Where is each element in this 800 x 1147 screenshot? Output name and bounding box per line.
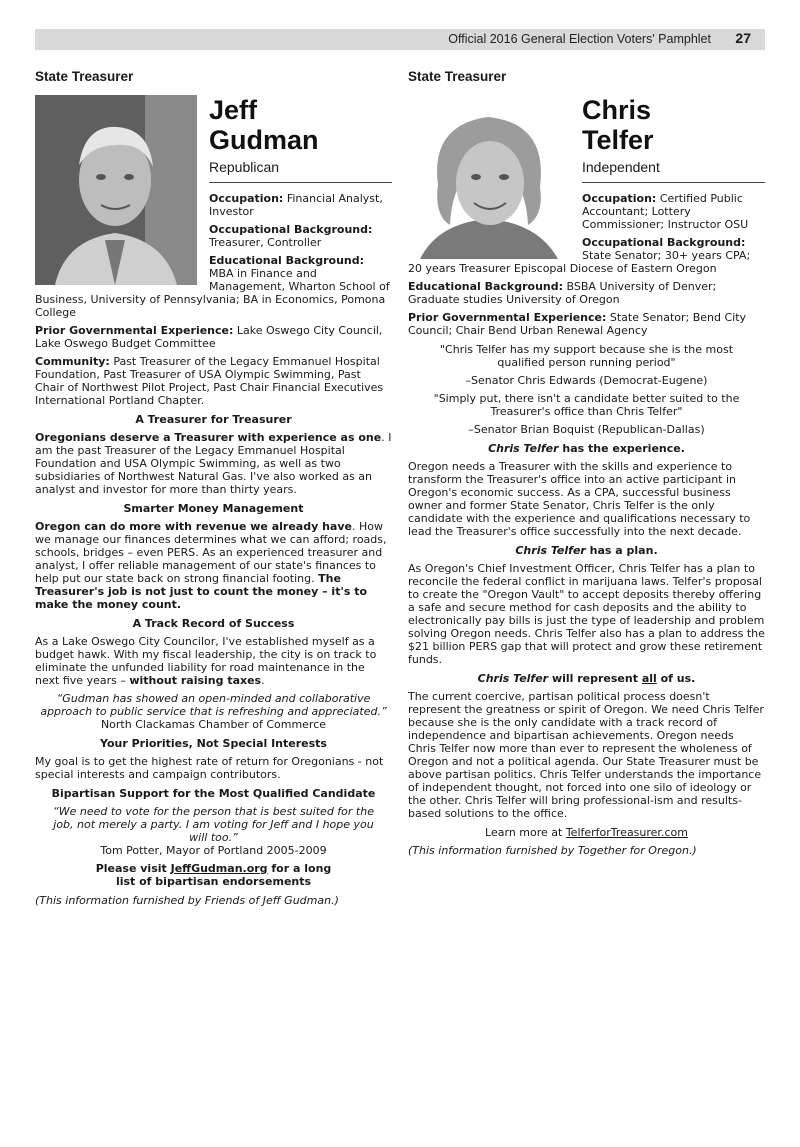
website-link[interactable]: TelferforTreasurer.com <box>565 826 688 839</box>
section-heading: Chris Telfer has the experience. <box>488 442 685 455</box>
endorsement-source: –Senator Chris Edwards (Democrat-Eugene) <box>465 374 708 387</box>
community-label: Community: <box>35 355 110 368</box>
emphasis: Oregonians deserve a Treasurer with experience as one <box>35 431 382 444</box>
prior-value: Lake Oswego City Council, Lake Oswego Budget Committee <box>35 324 383 350</box>
body-text: . <box>261 674 265 687</box>
section-heading: Bipartisan Support for the Most Qualified Candidate <box>51 787 376 800</box>
prior-value: State Senator; Bend City Council; Chair Bend Urban Renewal Agency <box>408 311 747 337</box>
section-heading: A Treasurer for Treasurer <box>135 413 292 426</box>
portrait-illustration <box>408 95 570 259</box>
endorsement-source: Tom Potter, Mayor of Portland 2005-2009 <box>100 844 327 857</box>
occ-bg-value: State Senator; 30+ years CPA; 20 years Treasurer Episcopal Diocese of Eastern Oregon <box>408 249 751 275</box>
endorsement-quote: “Gudman has showed an open-minded and collaborative approach to public service that is refreshing and appreciated.” <box>40 692 387 718</box>
candidate-party: Independent <box>582 161 765 183</box>
emphasis: without raising taxes <box>129 674 262 687</box>
prior-experience <box>35 324 392 350</box>
section-heading: Your Priorities, Not Special Interests <box>100 737 327 750</box>
edu-value: MBA in Finance and Management, Wharton School of Business, University of Pennsylvania; BA in Economics, Pomona College <box>35 267 390 319</box>
occupation-label: Occupation: <box>582 192 657 205</box>
office-heading: State Treasurer <box>408 69 507 84</box>
website-callout: Please visit JeffGudman.org for a long list of bipartisan endorsements <box>95 862 332 888</box>
candidate-last-name: Telfer <box>582 125 654 155</box>
section-heading: Chris Telfer has a plan. <box>515 544 658 557</box>
pamphlet-title: Official 2016 General Election Voters' Pamphlet <box>448 32 711 46</box>
educational-background <box>408 280 765 306</box>
page-header-bar <box>35 29 765 50</box>
page-number: 27 <box>735 30 751 46</box>
body-text: . I am the past Treasurer of the Legacy Emmanuel Hospital Foundation and USA Olympic Swimming, as well as two subsidiaries of Northwest Natural Gas. I've also worked as an analyst and investor for more than thirty years. <box>35 431 392 496</box>
office-heading: State Treasurer <box>35 69 134 84</box>
emphasis: Oregon can do more with revenue we already have <box>35 520 352 533</box>
paragraph <box>35 635 392 687</box>
furnished-by: (This information furnished by Together for Oregon.) <box>408 844 697 857</box>
community <box>35 355 392 407</box>
furnished-by: (This information furnished by Friends of Jeff Gudman.) <box>35 894 339 907</box>
endorsement-quote: “We need to vote for the person that is best suited for the job, not merely a party. I am voting for Jeff and I hope you will too.” <box>53 805 374 844</box>
candidate-party: Republican <box>209 161 392 183</box>
paragraph: Oregon needs a Treasurer with the skills and experience to transform the Treasurer's office into an active participant in Oregon's economic success. As a CPA, successful business owner and former State Senator, Chris Telfer is the only candidate with the experience and qualifications necessary to lead the Treasurer's office successfully into the next decade. <box>408 460 751 538</box>
paragraph: The current coercive, partisan political process doesn't represent the greatness or spirit of Oregon. We need Chris Telfer because she is the only candidate with a track record of independence and bipartisan achievements. Oregon needs Chris Telfer now more than ever to represent the wholeness of Oregon and not a political agenda. Our State Treasurer must be above partisan politics. Chris Telfer understands the importance of independent thought, not forced into one silo of ideology or the other. Chris Telfer will bring professional-ism and results-based solutions to the office. <box>408 690 764 820</box>
occupation-label: Occupation: <box>209 192 284 205</box>
endorsement-source: –Senator Brian Boquist (Republican-Dallas) <box>468 423 705 436</box>
edu-value: BSBA University of Denver; Graduate studies University of Oregon <box>408 280 717 306</box>
website-callout: Learn more at TelferforTreasurer.com <box>485 826 688 839</box>
candidate-column-telfer <box>408 70 765 862</box>
portrait-illustration <box>35 95 197 285</box>
candidate-first-name: Chris <box>582 95 652 125</box>
prior-experience <box>408 311 765 337</box>
edu-label: Educational Background: <box>209 254 365 267</box>
endorsement-source: North Clackamas Chamber of Commerce <box>100 718 327 731</box>
website-link[interactable]: JeffGudman.org <box>170 862 268 875</box>
candidate-photo-telfer <box>408 95 570 259</box>
occ-bg-label: Occupational Background: <box>582 236 746 249</box>
endorsement-quote: "Chris Telfer has my support because she is the most qualified person running period" <box>439 343 734 369</box>
prior-label: Prior Governmental Experience: <box>408 311 607 324</box>
paragraph: As Oregon's Chief Investment Officer, Chris Telfer has a plan to reconcile the federal conflict in marijuana laws. Telfer's proposal to create the "Oregon Vault" to accept deposits thereby offering a safe and secure method for cash deposits and the ability to electronically pay bills is just the type of leadership and problem solving Oregon needs. Chris Telfer also has a plan to address the $21 billion PERS gap that will protect and grow these retirement funds. <box>408 562 765 666</box>
occ-bg-value: Treasurer, Controller <box>209 236 322 249</box>
occ-bg-label: Occupational Background: <box>209 223 373 236</box>
endorsement-quote: "Simply put, there isn't a candidate better suited to the Treasurer's office than Chris Telfer" <box>433 392 740 418</box>
section-heading: Chris Telfer will represent all of us. <box>477 672 696 685</box>
candidate-photo-gudman <box>35 95 197 285</box>
prior-label: Prior Governmental Experience: <box>35 324 234 337</box>
paragraph: My goal is to get the highest rate of return for Oregonians - not special interests and campaign contributors. <box>35 755 384 781</box>
section-heading: A Track Record of Success <box>132 617 295 630</box>
candidate-first-name: Jeff <box>209 95 258 125</box>
body-text: . How we manage our finances determines what we can afford; roads, schools, bridges – even PERS. As an experienced treasurer and analyst, I offer reliable management of our state's finances to help put our state back on strong financial footing. <box>35 520 387 585</box>
edu-label: Educational Background: <box>408 280 564 293</box>
candidate-column-gudman <box>35 70 392 912</box>
paragraph <box>35 520 392 611</box>
occupation-value: Certified Public Accountant; Lottery Commissioner; Instructor OSU <box>582 192 749 231</box>
community-value: Past Treasurer of the Legacy Emmanuel Hospital Foundation, Past Treasurer of USA Olympic Swimming, Past Chair of Northwest Pilot Project, Past Chair Financial Executives International Portland Chapter. <box>35 355 384 407</box>
section-heading: Smarter Money Management <box>123 502 304 515</box>
emphasis: The Treasurer's job is not just to count the money – it's to make the money count. <box>35 572 368 611</box>
occupation-value: Financial Analyst, Investor <box>209 192 383 218</box>
paragraph <box>35 431 392 496</box>
candidate-last-name: Gudman <box>209 125 319 155</box>
body-text: As a Lake Oswego City Councilor, I've established myself as a budget hawk. With my fiscal leadership, the city is on track to eliminate the unfunded liability for road maintenance in the next five years – <box>35 635 377 687</box>
